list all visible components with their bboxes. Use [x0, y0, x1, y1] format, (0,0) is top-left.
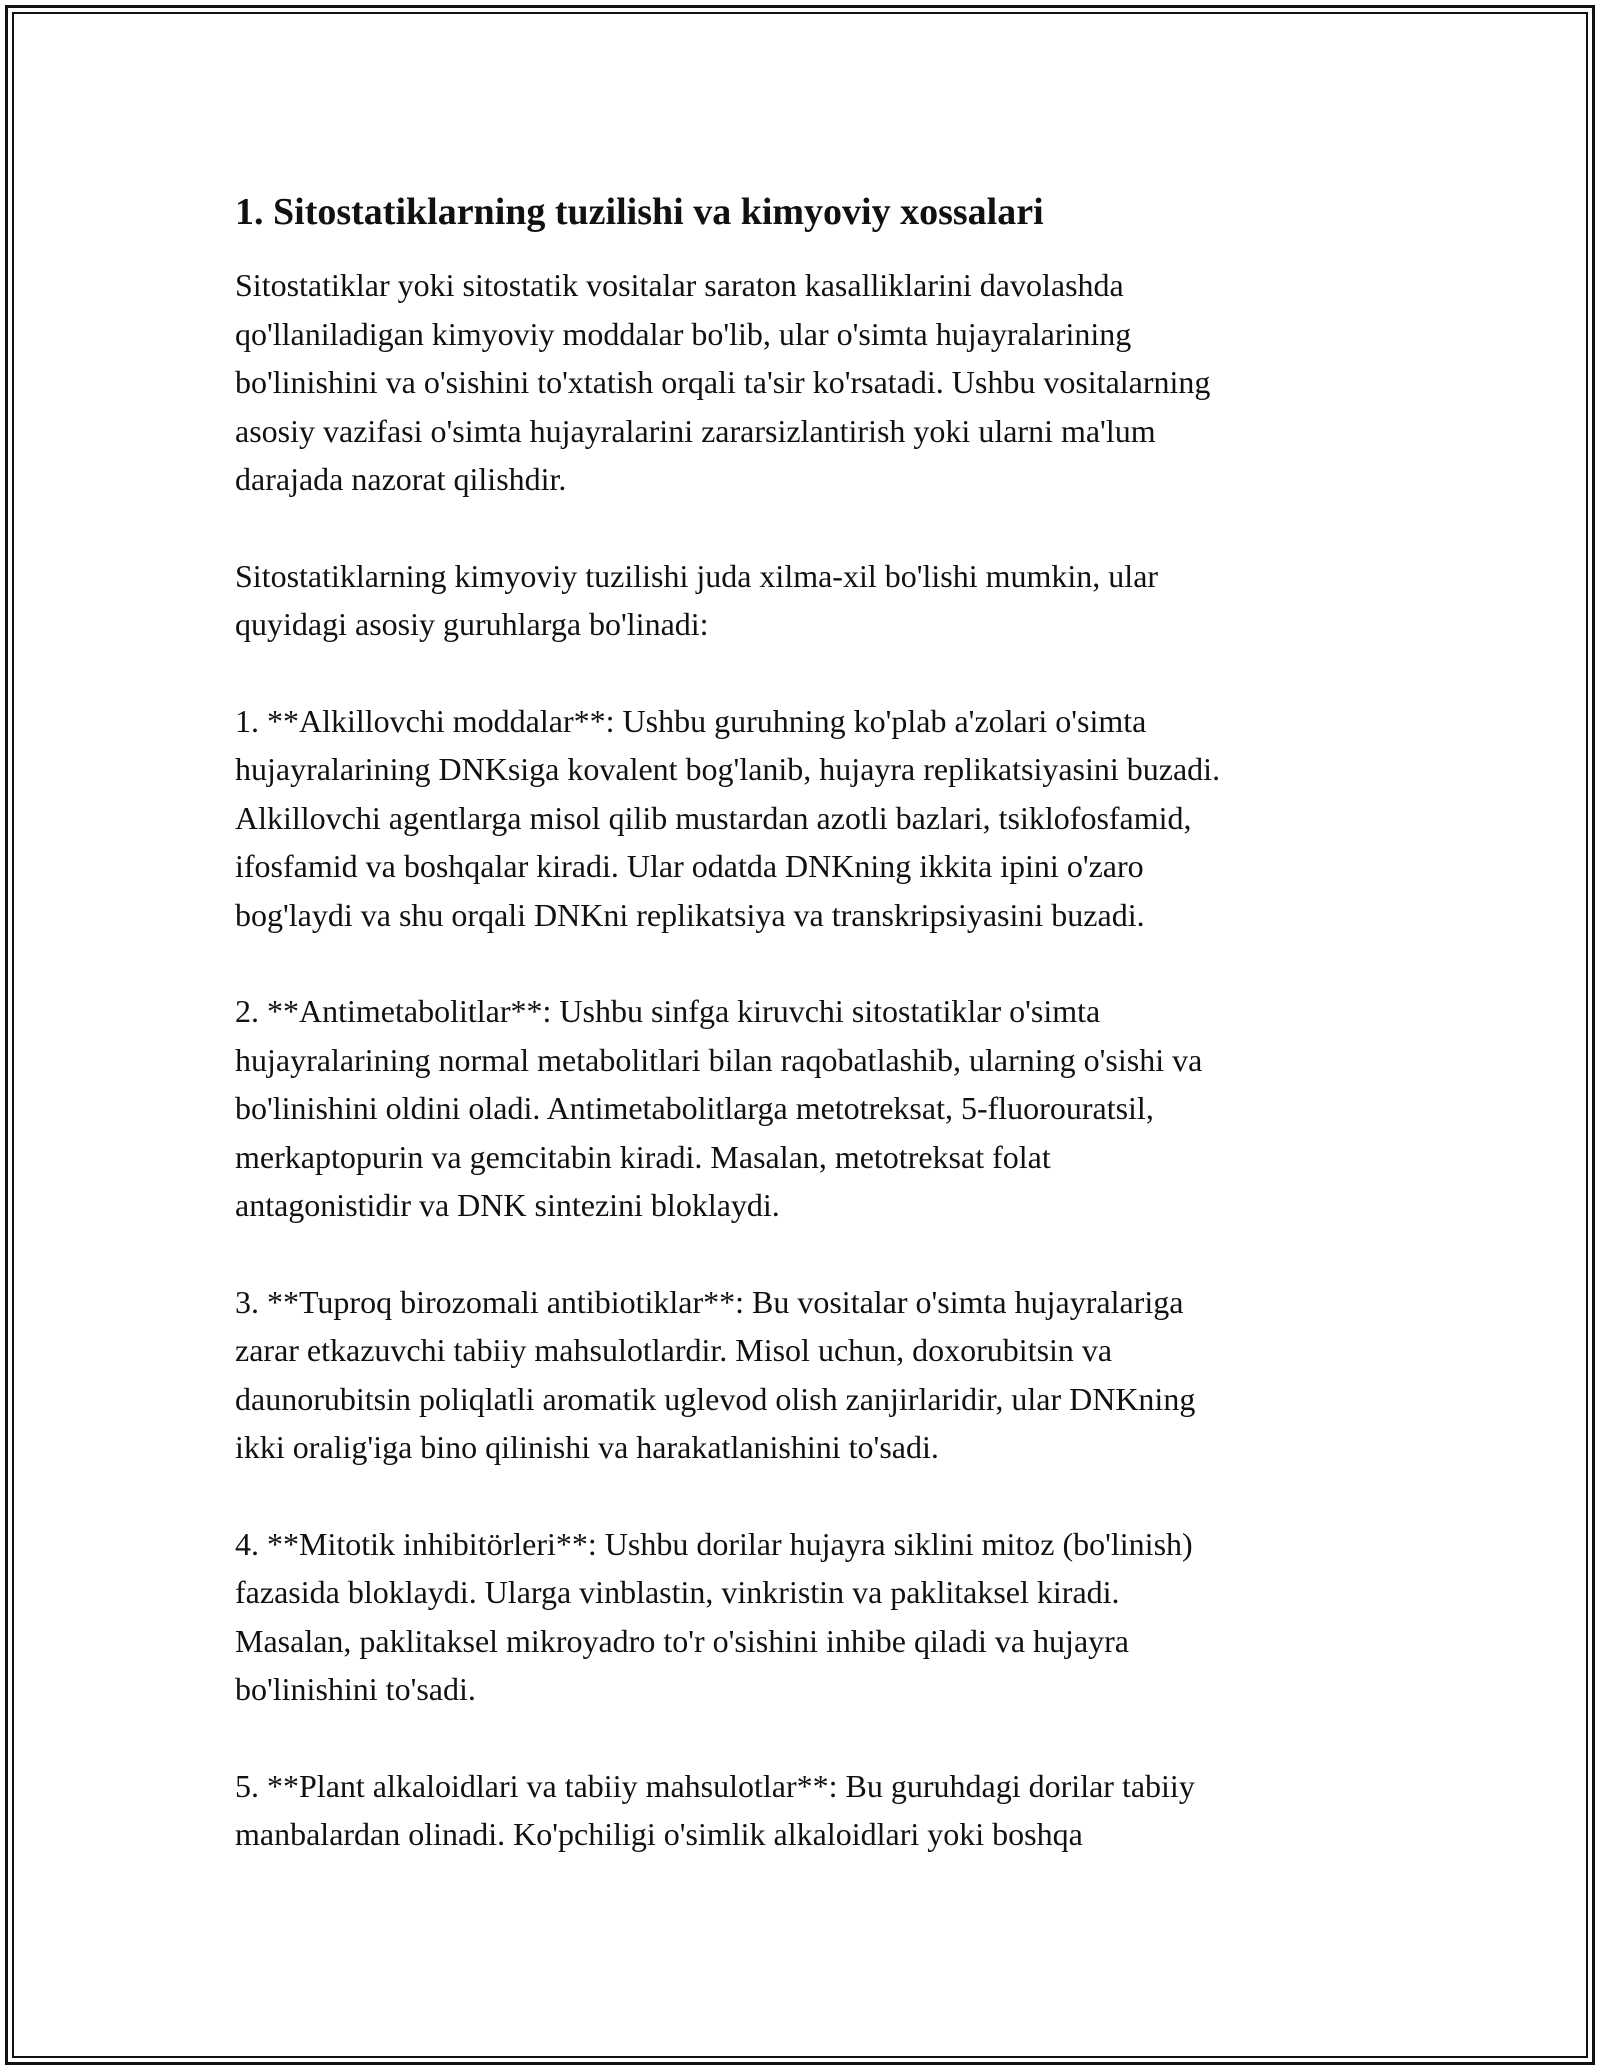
text-line: 5. **Plant alkaloidlari va tabiiy mahsulotlar**: Bu guruhdagi dorilar tabiiy [235, 1767, 1195, 1804]
text-line: Sitostatiklar yoki sitostatik vositalar saraton kasalliklarini davolashda [235, 267, 1124, 303]
text-line: bo'linishini va o'sishini to'xtatish orqali ta'sir ko'rsatadi. Ushbu vositalarning [235, 364, 1211, 400]
text-line: ifosfamid va boshqalar kiradi. Ular odatda DNKning ikkita ipini o'zaro [235, 848, 1144, 884]
text-line: darajada nazorat qilishdir. [235, 461, 567, 497]
text-line: Sitostatiklarning kimyoviy tuzilishi juda xilma-xil bo'lishi mumkin, ular [235, 557, 1159, 594]
paragraph-alkylating-agents [235, 697, 1375, 940]
paragraph-plant-alkaloids [235, 1762, 1375, 1859]
document-title: 1. Sitostatiklarning tuzilishi va kimyoviy xossalari [235, 191, 1044, 233]
text-line: ikki oralig'iga bino qilinishi va harakatlanishini to'sadi. [235, 1429, 939, 1465]
text-line: qo'llaniladigan kimyoviy moddalar bo'lib, ular o'simta hujayralarining [235, 315, 1132, 352]
text-line: bo'linishini oldini oladi. Antimetabolitlarga metotreksat, 5-fluorouratsil, [235, 1090, 1154, 1126]
text-line: Masalan, paklitaksel mikroyadro to'r o'sishini inhibe qiladi va hujayra [235, 1622, 1129, 1659]
text-line: 3. **Tuproq birozomali antibiotiklar**: Bu vositalar o'simta hujayralariga [235, 1283, 1184, 1320]
paragraph-intro [235, 261, 1375, 504]
text-line: zarar etkazuvchi tabiiy mahsulotlardir. Misol uchun, doxorubitsin va [235, 1332, 1113, 1368]
text-line: hujayralarining normal metabolitlari bilan raqobatlashib, ularning o'sishi va [235, 1041, 1203, 1078]
text-line: fazasida bloklaydi. Ularga vinblastin, vinkristin va paklitaksel kiradi. [235, 1574, 1120, 1610]
text-line: daunorubitsin poliqlatli aromatik uglevod olish zanjirlaridir, ular DNKning [235, 1380, 1196, 1417]
paragraph-mitotic-inhibitors [235, 1520, 1375, 1714]
text-line: Alkillovchi agentlarga misol qilib mustardan azotli bazlari, tsiklofosfamid, [235, 799, 1192, 836]
paragraph-antibiotics [235, 1278, 1375, 1472]
text-line: asosiy vazifasi o'simta hujayralarini zararsizlantirish yoki ularni ma'lum [235, 412, 1156, 449]
text-line: hujayralarining DNKsiga kovalent bog'lanib, hujayra replikatsiyasini buzadi. [235, 751, 1221, 787]
text-line: antagonistidir va DNK sintezini bloklaydi. [235, 1187, 780, 1223]
text-line: 2. **Antimetabolitlar**: Ushbu sinfga kiruvchi sitostatiklar o'simta [235, 993, 1101, 1029]
text-line: bog'laydi va shu orqali DNKni replikatsiya va transkripsiyasini buzadi. [235, 896, 1145, 933]
document-body [235, 186, 1375, 1907]
text-line: manbalardan olinadi. Ko'pchiligi o'simlik alkaloidlari yoki boshqa [235, 1816, 1083, 1852]
text-line: quyidagi asosiy guruhlarga bo'linadi: [235, 606, 709, 642]
text-line: 1. **Alkillovchi moddalar**: Ushbu guruhning ko'plab a'zolari o'simta [235, 702, 1147, 739]
text-line: merkaptopurin va gemcitabin kiradi. Masalan, metotreksat folat [235, 1138, 1051, 1175]
paragraph-antimetabolites [235, 987, 1375, 1230]
paragraph-groups-intro [235, 552, 1375, 649]
text-line: 4. **Mitotik inhibitörleri**: Ushbu dorilar hujayra siklini mitoz (bo'linish) [235, 1525, 1193, 1562]
text-line: bo'linishini to'sadi. [235, 1671, 476, 1707]
